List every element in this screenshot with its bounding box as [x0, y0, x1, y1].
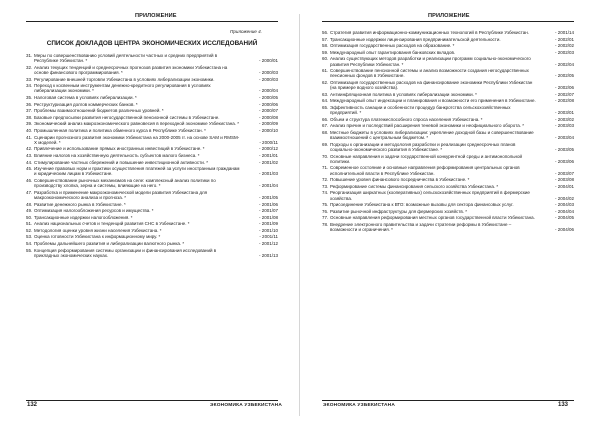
item-code: - 2004/06: [554, 227, 574, 233]
item-number: 62.: [322, 79, 329, 85]
item-code: - 2003/01: [554, 110, 574, 116]
item-title: Внедрение электронного правительства и задачи стратегии реформы в Узбекистане – возможности и ограничения. *: [330, 221, 512, 233]
item-code: - 2001/06: [258, 201, 278, 207]
item-code: - 2000/11: [259, 139, 278, 145]
page-title: СПИСОК ДОКЛАДОВ ЦЕНТРА ЭКОНОМИЧЕСКИХ ИССЛЕДОВАНИЙ: [46, 40, 258, 47]
item-code: - 2001/11: [259, 234, 278, 240]
item-number: 47.: [26, 189, 33, 195]
list-item: [322, 130, 574, 140]
item-code: - 2003/05: [554, 146, 574, 152]
item-number: 68.: [322, 129, 329, 135]
item-code: - 2002/08: [554, 98, 574, 104]
page-number: 133: [558, 402, 569, 408]
list-item: [26, 248, 278, 258]
item-code: - 2000/12: [258, 146, 278, 152]
item-code: - 2003/07: [554, 170, 574, 176]
item-code: - 2000/04: [258, 88, 278, 94]
list-item: [322, 92, 574, 97]
item-number: 55.: [26, 247, 33, 253]
item-title: Влияние налогов на хозяйственную деятельность субъектов малого бизнеса. *: [34, 152, 200, 158]
list-item: [26, 153, 278, 158]
list-item: [26, 53, 278, 63]
item-title: Основные направления и задачи государственной конкурентной среды и антимонопольной политики.: [330, 153, 523, 164]
item-code: - 2004/01: [554, 183, 574, 189]
list-item: [322, 209, 574, 214]
item-code: - 2001/02: [258, 159, 278, 165]
item-number: 72.: [322, 177, 329, 183]
item-code: - 2004/03: [554, 202, 574, 208]
item-title: Трансакционные издержки лицензирования предпринимательской деятельности.: [330, 36, 501, 42]
item-title: Реорганизация ширкатных (кооперативных) сельскохозяйственных предприятий в фермерские хозяйства.: [330, 190, 530, 201]
item-title: Разработка и применение макроэкономической модели развития Узбекистана для макроэкономического анализа и прогноза. *: [34, 189, 208, 200]
item-number: 74.: [322, 190, 329, 196]
list-item: [26, 234, 278, 239]
item-number: 48.: [26, 201, 33, 207]
list-item: [322, 50, 574, 55]
item-title: Анализ национальных счетов и тенденций развития СНС в Узбекистане. *: [34, 221, 190, 227]
item-title: Объем и структура платежеспособного спроса населения Узбекистана. *: [330, 116, 483, 122]
item-title: Проблемы дальнейшего развития и либерализации валютного рынка. *: [34, 241, 185, 247]
footer-rule: [26, 400, 278, 401]
item-title: Местные бюджеты в условиях либерализации: укрепление доходной базы и совершенствование взаимоотношений с центральным бюджетом. *: [330, 129, 534, 141]
item-code: - 2004/04: [554, 208, 574, 214]
item-number: 38.: [26, 114, 33, 120]
item-title: Привлечение и использование прямых иностранных инвестиций в Узбекистане. *: [34, 146, 205, 152]
list-item: [26, 146, 278, 151]
item-code: - 2002/02: [554, 43, 574, 49]
item-title: Анализ существующих методов разработки и реализации программ социально-экономического развития Республики Узбекистан. *: [330, 56, 531, 67]
report-list: [26, 53, 278, 259]
list-item: [26, 108, 278, 113]
item-code: - 2004/02: [554, 195, 574, 201]
item-number: 58.: [322, 43, 329, 49]
list-item: [322, 105, 574, 115]
item-title: Оптимизация государственных расходов на финансирование экономики Республики Узбекистан (на примере водного хозяйства).: [330, 79, 533, 91]
item-number: 61.: [322, 68, 329, 74]
item-title: Базовые предпосылки развития негосударственной пенсионной системы в Узбекистане.: [34, 114, 220, 120]
item-title: Эффективность санации и особенности процедур банкротства сельскохозяйственных предприятий. *: [330, 104, 511, 116]
item-title: Промышленная политика и политика обменного курса в Республике Узбекистан. *: [34, 127, 206, 133]
header-rule: [322, 21, 574, 22]
item-title: Оценка готовности Узбекистана к информационному миру. *: [34, 234, 161, 240]
item-title: Международный опыт индексации и планирования и возможности его применения в Узбекистане.: [330, 98, 536, 104]
item-code: - 2001/13: [258, 252, 278, 258]
right-page: [300, 0, 600, 428]
list-item: [322, 37, 574, 42]
item-code: - 2000/03: [258, 76, 278, 82]
list-item: [322, 177, 574, 182]
item-code: - 2001/08: [258, 214, 278, 220]
item-code: - 2003/08: [554, 177, 574, 183]
list-item: [322, 202, 574, 207]
item-number: 75.: [322, 202, 329, 208]
list-item: [26, 135, 278, 145]
item-title: Развитие рыночной инфраструктуры для фермерских хозяйств. *: [330, 208, 467, 214]
running-header: ПРИЛОЖЕНИЕ: [135, 13, 177, 19]
item-title: Присоединение Узбекистана к ВТО: возможные вызовы для сектора финансовых услуг.: [330, 202, 514, 208]
item-title: Меры по совершенствованию условий деятельности частных и средних предприятий в Республике Узбекистан. *: [34, 53, 218, 64]
item-number: 51.: [26, 221, 33, 227]
item-code: - 2001/01: [258, 152, 278, 158]
item-code: - 2001/10: [258, 227, 278, 233]
item-code: - 2001/07: [258, 208, 278, 214]
item-number: 35.: [26, 94, 33, 100]
item-title: Совершенствование пенсионной системы и анализ возможности создания негосударственных пенсионных фондов в Узбекистане.: [330, 68, 529, 79]
list-item: [26, 77, 278, 82]
item-number: 76.: [322, 208, 329, 214]
item-title: Подходы к организации и методология разработки и реализации среднесрочных планов социально-экономического развития в Узбекистане. *: [330, 141, 516, 152]
list-item: [26, 228, 278, 233]
list-item: [26, 102, 278, 107]
running-header: ПРИЛОЖЕНИЕ: [428, 13, 470, 19]
item-number: 53.: [26, 234, 33, 240]
list-item: [322, 222, 574, 232]
list-item: [322, 68, 574, 78]
item-code: - 2001/12: [258, 241, 278, 247]
item-number: 54.: [26, 241, 33, 247]
item-title: Трансакционные издержки налогообложения. *: [34, 214, 133, 220]
item-number: 69.: [322, 141, 329, 147]
list-item: [322, 184, 574, 189]
item-number: 63.: [322, 91, 329, 97]
item-number: 56.: [322, 30, 329, 35]
item-title: Международный опыт гарантирования банковских вкладов.: [330, 49, 456, 55]
item-number: 64.: [322, 98, 329, 104]
item-code: - 2001/14: [554, 30, 574, 35]
item-code: - 2001/05: [258, 194, 278, 200]
item-title: Сценарии прогнозного развития экономики Узбекистана на 2000-2005 гг. на основе SAM и RMSM-X моделей. *: [34, 134, 240, 145]
item-number: 46.: [26, 177, 33, 183]
list-item: [322, 215, 574, 220]
item-number: 66.: [322, 116, 329, 122]
item-number: 73.: [322, 183, 329, 189]
appendix-label: Приложение 4.: [230, 29, 262, 34]
item-number: 33.: [26, 76, 33, 82]
item-number: 37.: [26, 108, 33, 114]
list-item: [322, 30, 574, 35]
item-number: 78.: [322, 221, 329, 227]
report-list: [322, 30, 574, 234]
list-item: [26, 202, 278, 207]
item-number: 50.: [26, 214, 33, 220]
list-item: [26, 208, 278, 213]
item-code: - 2002/06: [554, 85, 574, 91]
list-item: [26, 190, 278, 200]
item-code: - 2002/07: [554, 91, 574, 97]
item-code: - 2002/04: [554, 61, 574, 67]
item-code: - 2000/01: [258, 58, 278, 64]
item-code: - 2000/06: [258, 101, 278, 107]
item-title: Совершенствование рыночных механизмов на селе: комплексный анализ политики по производству хлопка, зерна и системы, влияющие на него. *: [34, 177, 216, 189]
item-code: - 2001/03: [258, 171, 278, 177]
list-item: [322, 165, 574, 175]
item-code: - 2003/06: [554, 158, 574, 164]
list-item: [26, 121, 278, 126]
item-title: Стратегия развития информационно-коммуникационных технологий в Республике Узбекистан.: [330, 30, 530, 35]
item-number: 45.: [26, 166, 33, 172]
item-number: 77.: [322, 215, 329, 221]
list-item: [26, 115, 278, 120]
item-code: - 2000/08: [258, 114, 278, 120]
list-item: [322, 56, 574, 66]
item-title: Развитие денежного рынка в Узбекистане. *: [34, 201, 126, 207]
item-number: 52.: [26, 227, 33, 233]
item-number: 57.: [322, 36, 329, 42]
item-title: Основные направления реформирования местных органов государственной власти Узбекистана.: [330, 215, 535, 221]
list-item: [26, 166, 278, 176]
list-item: [322, 154, 574, 164]
item-title: Реформирование системы финансирования сельского хозяйства Узбекистана. *: [330, 183, 499, 189]
item-title: Методология оценки уровня жизни населения Узбекистана. *: [34, 227, 162, 233]
item-number: 43.: [26, 152, 33, 158]
item-number: 70.: [322, 153, 329, 159]
item-number: 60.: [322, 56, 329, 62]
item-title: Реструктуризация долгов коммерческих банков. *: [34, 101, 138, 107]
footer-rule: [322, 400, 574, 401]
item-title: Налоговая система в условиях либерализации. *: [34, 94, 137, 100]
page-number: 132: [27, 402, 38, 408]
list-item: [26, 178, 278, 188]
item-number: 32.: [26, 64, 33, 70]
item-number: 31.: [26, 53, 33, 58]
item-code: - 2003/02: [554, 116, 574, 122]
list-item: [26, 95, 278, 100]
item-title: Современное состояние и основные направления реформирования центральных органов исполнительной власти в Республике Узбекистан.: [330, 165, 520, 176]
item-code: - 2003/03: [554, 123, 574, 129]
list-item: [322, 117, 574, 122]
item-title: Регулирование внешней торговли Узбекистана в условиях либерализации экономики.: [34, 76, 215, 82]
list-item: [26, 160, 278, 165]
list-item: [322, 123, 574, 128]
item-number: 59.: [322, 49, 329, 55]
list-item: [26, 215, 278, 220]
item-code: - 2000/05: [258, 94, 278, 100]
item-code: - 2002/03: [554, 49, 574, 55]
header-rule: [26, 21, 278, 22]
item-title: Изучение правовых норм и практики осуществления платежей за услуги иностранным гражданам и юридическим лицам в Узбекистане.: [34, 166, 240, 177]
item-title: Анализ текущих тенденций и среднесрочных прогнозов развития экономики Узбекистана на основе финансового программирования. *: [34, 64, 228, 75]
item-code: - 2002/01: [554, 36, 574, 42]
list-item: [322, 43, 574, 48]
item-number: 71.: [322, 165, 329, 171]
list-item: [322, 80, 574, 90]
item-number: 67.: [322, 123, 329, 129]
list-item: [26, 65, 278, 75]
item-number: 34.: [26, 83, 33, 89]
list-item: [26, 241, 278, 246]
item-code: - 2000/03: [258, 70, 278, 75]
list-item: [26, 128, 278, 133]
item-title: Стимулирование частных сбережений и повышение инвестиционной активности. *: [34, 159, 208, 165]
running-footer: ЭКОНОМИКА УЗБЕКИСТАНА: [323, 403, 396, 408]
item-code: - 2002/05: [554, 73, 574, 79]
item-title: Экономический анализ макроэкономического равновесия в переходной экономике Узбекистана. *: [34, 121, 240, 127]
item-code: - 2000/07: [258, 108, 278, 114]
list-item: [26, 221, 278, 226]
item-title: Концепция реформирования системы организации и финансирования исследований в прикладных экономических науках.: [34, 247, 217, 258]
item-number: 49.: [26, 208, 33, 214]
item-code: - 2001/09: [258, 221, 278, 227]
item-number: 65.: [322, 104, 329, 110]
list-item: [322, 98, 574, 103]
item-number: 36.: [26, 101, 33, 107]
item-title: Повышение уровня финансового посредничества в Узбекистане. *: [330, 177, 470, 183]
list-item: [26, 83, 278, 93]
item-title: Проблемы взаимоотношений бюджетов различных уровней. *: [34, 108, 164, 114]
list-item: [322, 190, 574, 200]
item-number: 40.: [26, 127, 33, 133]
item-code: - 2004/05: [554, 215, 574, 221]
item-number: 41.: [26, 134, 33, 140]
list-item: [322, 142, 574, 152]
item-code: - 2003/04: [554, 135, 574, 141]
item-title: Оптимизация государственных расходов на образование. *: [330, 43, 455, 49]
item-number: 42.: [26, 146, 33, 152]
item-number: 44.: [26, 159, 33, 165]
item-code: - 2000/10: [258, 127, 278, 133]
item-number: 39.: [26, 121, 33, 127]
item-code: - 2001/04: [258, 183, 278, 189]
running-footer: ЭКОНОМИКА УЗБЕКИСТАНА: [210, 403, 283, 408]
item-title: Антиинфляционная политика в условиях либерализации экономики. *: [330, 91, 477, 97]
item-title: Оптимизация налогообложения ресурсов и имущества. *: [34, 208, 154, 214]
item-title: Переход к косвенным инструментам денежно-кредитного регулирования в условиях либерализации экономики. *: [34, 83, 211, 94]
item-code: - 2000/09: [258, 121, 278, 127]
item-title: Анализ причин и последствий расширения теневой экономики и неофициального оборота. *: [330, 123, 524, 129]
